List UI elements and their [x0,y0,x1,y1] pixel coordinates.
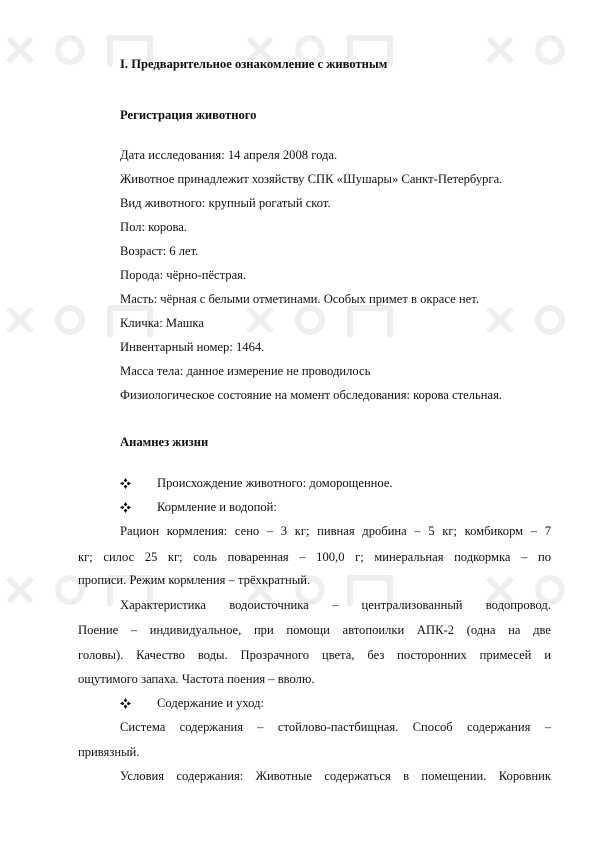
registration-title: Регистрация животного [120,108,257,122]
reg-line-owner: Животное принадлежит хозяйству СПК «Шушары» Санкт-Петербурга. [120,172,503,186]
housing-line-1: Система содержания – стойлово-пастбищная. Способ содержания – [120,720,551,734]
reg-line-sex: Пол: корова. [120,220,188,234]
diamond-bullet-icon [120,502,131,513]
reg-line-physio: Физиологическое состояние на момент обследования: корова стельная. [120,388,503,402]
reg-line-weight: Масса тела: данное измерение не проводилось [120,364,371,378]
reg-line-date: Дата исследования: 14 апреля 2008 года. [120,148,338,162]
conditions-line-1: Условия содержания: Животные содержаться в помещении. Коровник [120,769,551,783]
anamnesis-title: Анамнез жизни [120,435,209,449]
water-line-3: головы). Качество воды. Прозрачного цвета, без посторонних примесей и [78,648,551,662]
housing-line-2: привязный. [78,745,140,759]
reg-line-age: Возраст: 6 лет. [120,244,199,258]
water-line-1: Характеристика водоисточника – централизованный водопровод. [120,598,551,612]
diamond-bullet-icon [120,478,131,489]
reg-line-inventory: Инвентарный номер: 1464. [120,340,265,354]
reg-line-color: Масть: чёрная с белыми отметинами. Особых примет в окрасе нет. [120,292,479,306]
reg-line-species: Вид животного: крупный рогатый скот. [120,196,331,210]
water-line-4: ощутимого запаха. Частота поения – вволю. [78,672,315,686]
ration-line-3: прописи. Режим кормления – трёхкратный. [78,573,311,587]
water-line-2: Поение – индивидуальное, при помощи автопоилки АПК-2 (одна на две [78,623,551,637]
ration-line-2: кг; силос 25 кг; соль поваренная – 100,0 г; минеральная подкормка – по [78,550,551,564]
bullet-origin-text: Происхождение животного: доморощенное. [157,476,393,490]
ration-line-1: Рацион кормления: сено – 3 кг; пивная дробина – 5 кг; комбикорм – 7 [120,524,551,538]
diamond-bullet-icon [120,698,131,709]
bullet-housing-text: Содержание и уход: [157,696,264,710]
reg-line-breed: Порода: чёрно-пёстрая. [120,268,247,282]
reg-line-name: Кличка: Машка [120,316,204,330]
bullet-feeding-text: Кормление и водопой: [157,500,277,514]
main-heading: I. Предварительное ознакомление с животным [120,57,388,71]
